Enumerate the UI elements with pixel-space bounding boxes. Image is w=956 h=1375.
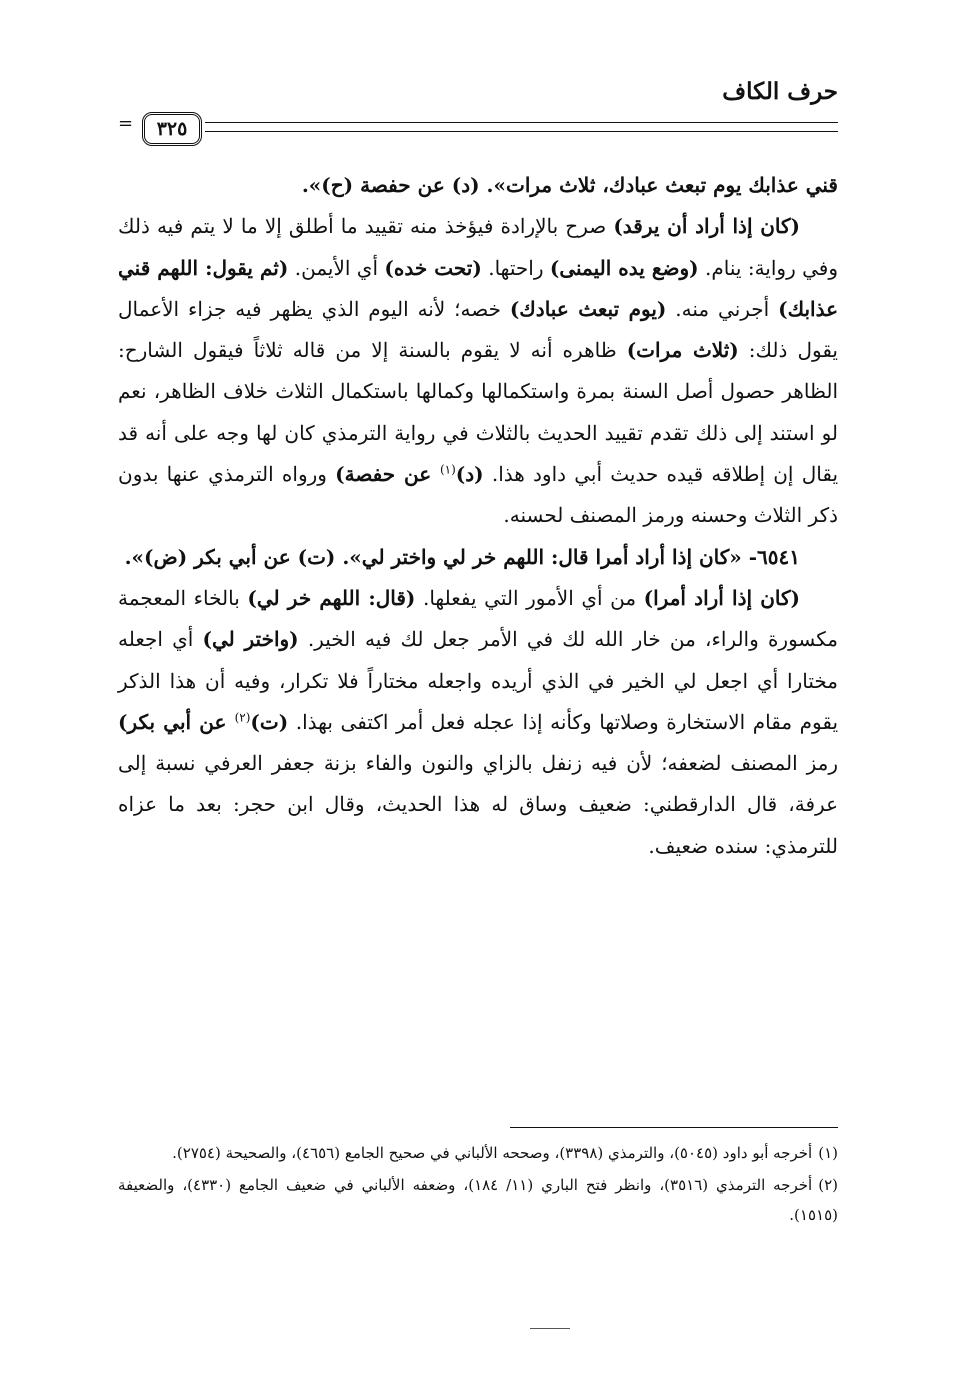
- quoted-phrase: (وضع يده اليمنى): [549, 255, 699, 280]
- header-rule: [205, 131, 838, 132]
- commentary-text: راحتها.: [481, 255, 550, 280]
- bottom-mark: [530, 1328, 570, 1329]
- footnote-divider: [510, 1127, 838, 1128]
- header-rule: [205, 122, 838, 123]
- footnotes: [118, 1138, 838, 1232]
- section-title: حرف الكاف: [722, 78, 838, 105]
- source-code: (د): [455, 462, 484, 487]
- commentary-text: أجرني منه.: [666, 296, 779, 321]
- footnote-ref: (١): [439, 462, 456, 477]
- footnote-ref: (٢): [234, 710, 251, 725]
- source-code: (ت): [250, 709, 289, 734]
- paragraph-commentary-1: [118, 206, 838, 536]
- footnote-text: أخرجه الترمذي (٣٥١٦)، وانظر فتح الباري (١١/ ١٨٤)، وضعفه الألباني في ضعيف الجامع (٤٣٣٠)، والضعيفة (١٥١٥).: [118, 1176, 838, 1224]
- commentary-text: أي الأيمن.: [288, 255, 385, 280]
- commentary-text: ظاهره أنه لا يقوم بالسنة إلا من قاله ثلاثاً فيقول الشارح: الظاهر حصول أصل السنة بمرة واستكمالها وكمالها باستكمال الثلاث خلاف الظاهر، نعم لو استند إلى ذلك تقدم تقييد الحديث بالثلاث في رواية الترمذي كان لها وجه على أنه قد يقال إن إطلاقه قيده حديث أبي داود هذا.: [118, 338, 839, 487]
- commentary-text: أي اجعله مختارا أي اجعل لي الخير في الذي أريده واجعله مختاراً فلا تكرار، وفيه أن هذا الذكر يقوم مقام الاستخارة وصلاتها وكأنه إذا عجله فعل أمر اكتفى بهذا.: [118, 627, 839, 734]
- hadith-text: ٦٥٤١- «كان إذا أراد أمرا قال: اللهم خر لي واختر لي». (ت) عن أبي بكر (ض)».: [124, 544, 800, 569]
- commentary-text: رمز المصنف لضعفه؛ لأن فيه زنفل بالزاي والنون والفاء بزنة جعفر العرفي نسبة إلى عرفة، قال الدارقطني: ضعيف وساق له هذا الحديث، وقال ابن حجر: بعد ما عزاه للترمذي: سنده ضعيف.: [118, 751, 838, 858]
- hadith-text: قني عذابك يوم تبعث عبادك، ثلاث مرات». (د) عن حفصة (ح)».: [301, 173, 838, 197]
- footnote-number: (١): [818, 1144, 838, 1162]
- paragraph-hadith-end: [118, 165, 838, 206]
- quoted-phrase: (قال: اللهم خر لي): [247, 585, 416, 610]
- commentary-text: خصه؛ لأنه اليوم الذي يظهر فيه جزاء الأعمال يقول ذلك:: [118, 296, 839, 363]
- quoted-phrase: (كان إذا أراد أمرا): [643, 585, 800, 610]
- commentary-text: ورواه الترمذي عنها بدون ذكر الثلاث وحسنه ورمز المصنف لحسنه.: [118, 462, 838, 528]
- quoted-phrase: (واختر لي): [202, 627, 299, 652]
- quoted-phrase: (كان إذا أراد أن يرقد): [613, 214, 800, 239]
- quoted-phrase: (ثلاث مرات): [626, 338, 739, 363]
- footnote: [118, 1138, 838, 1168]
- main-text: [118, 165, 838, 867]
- quoted-phrase: (يوم تبعث عبادك): [509, 296, 667, 321]
- footnote-text: أخرجه أبو داود (٥٠٤٥)، والترمذي (٣٣٩٨)، وصححه الألباني في صحيح الجامع (٤٦٥٦)، والصحيحة (٢٧٥٤).: [172, 1144, 813, 1162]
- header-rule-mark: =: [118, 113, 134, 134]
- commentary-text: صرح بالإرادة فيؤخذ منه تقييد ما أطلق إلا ما لا يتم فيه ذلك وفي رواية: ينام.: [118, 214, 839, 280]
- paragraph-hadith-6541: [118, 537, 838, 578]
- quoted-phrase: عن أبي بكر): [118, 709, 235, 734]
- paragraph-commentary-2: [118, 578, 838, 867]
- quoted-phrase: (تحت خده): [384, 255, 482, 280]
- quoted-phrase: (ثم يقول: اللهم قني عذابك): [118, 255, 838, 321]
- commentary-text: بالخاء المعجمة مكسورة والراء، من خار الله لك في الأمر جعل لك فيه الخير.: [118, 585, 839, 652]
- quoted-phrase: عن حفصة): [335, 462, 440, 487]
- footnote: [118, 1170, 838, 1230]
- page-number: ٣٢٥: [142, 112, 202, 146]
- commentary-text: من أي الأمور التي يفعلها.: [415, 585, 644, 610]
- footnote-number: (٢): [818, 1176, 838, 1194]
